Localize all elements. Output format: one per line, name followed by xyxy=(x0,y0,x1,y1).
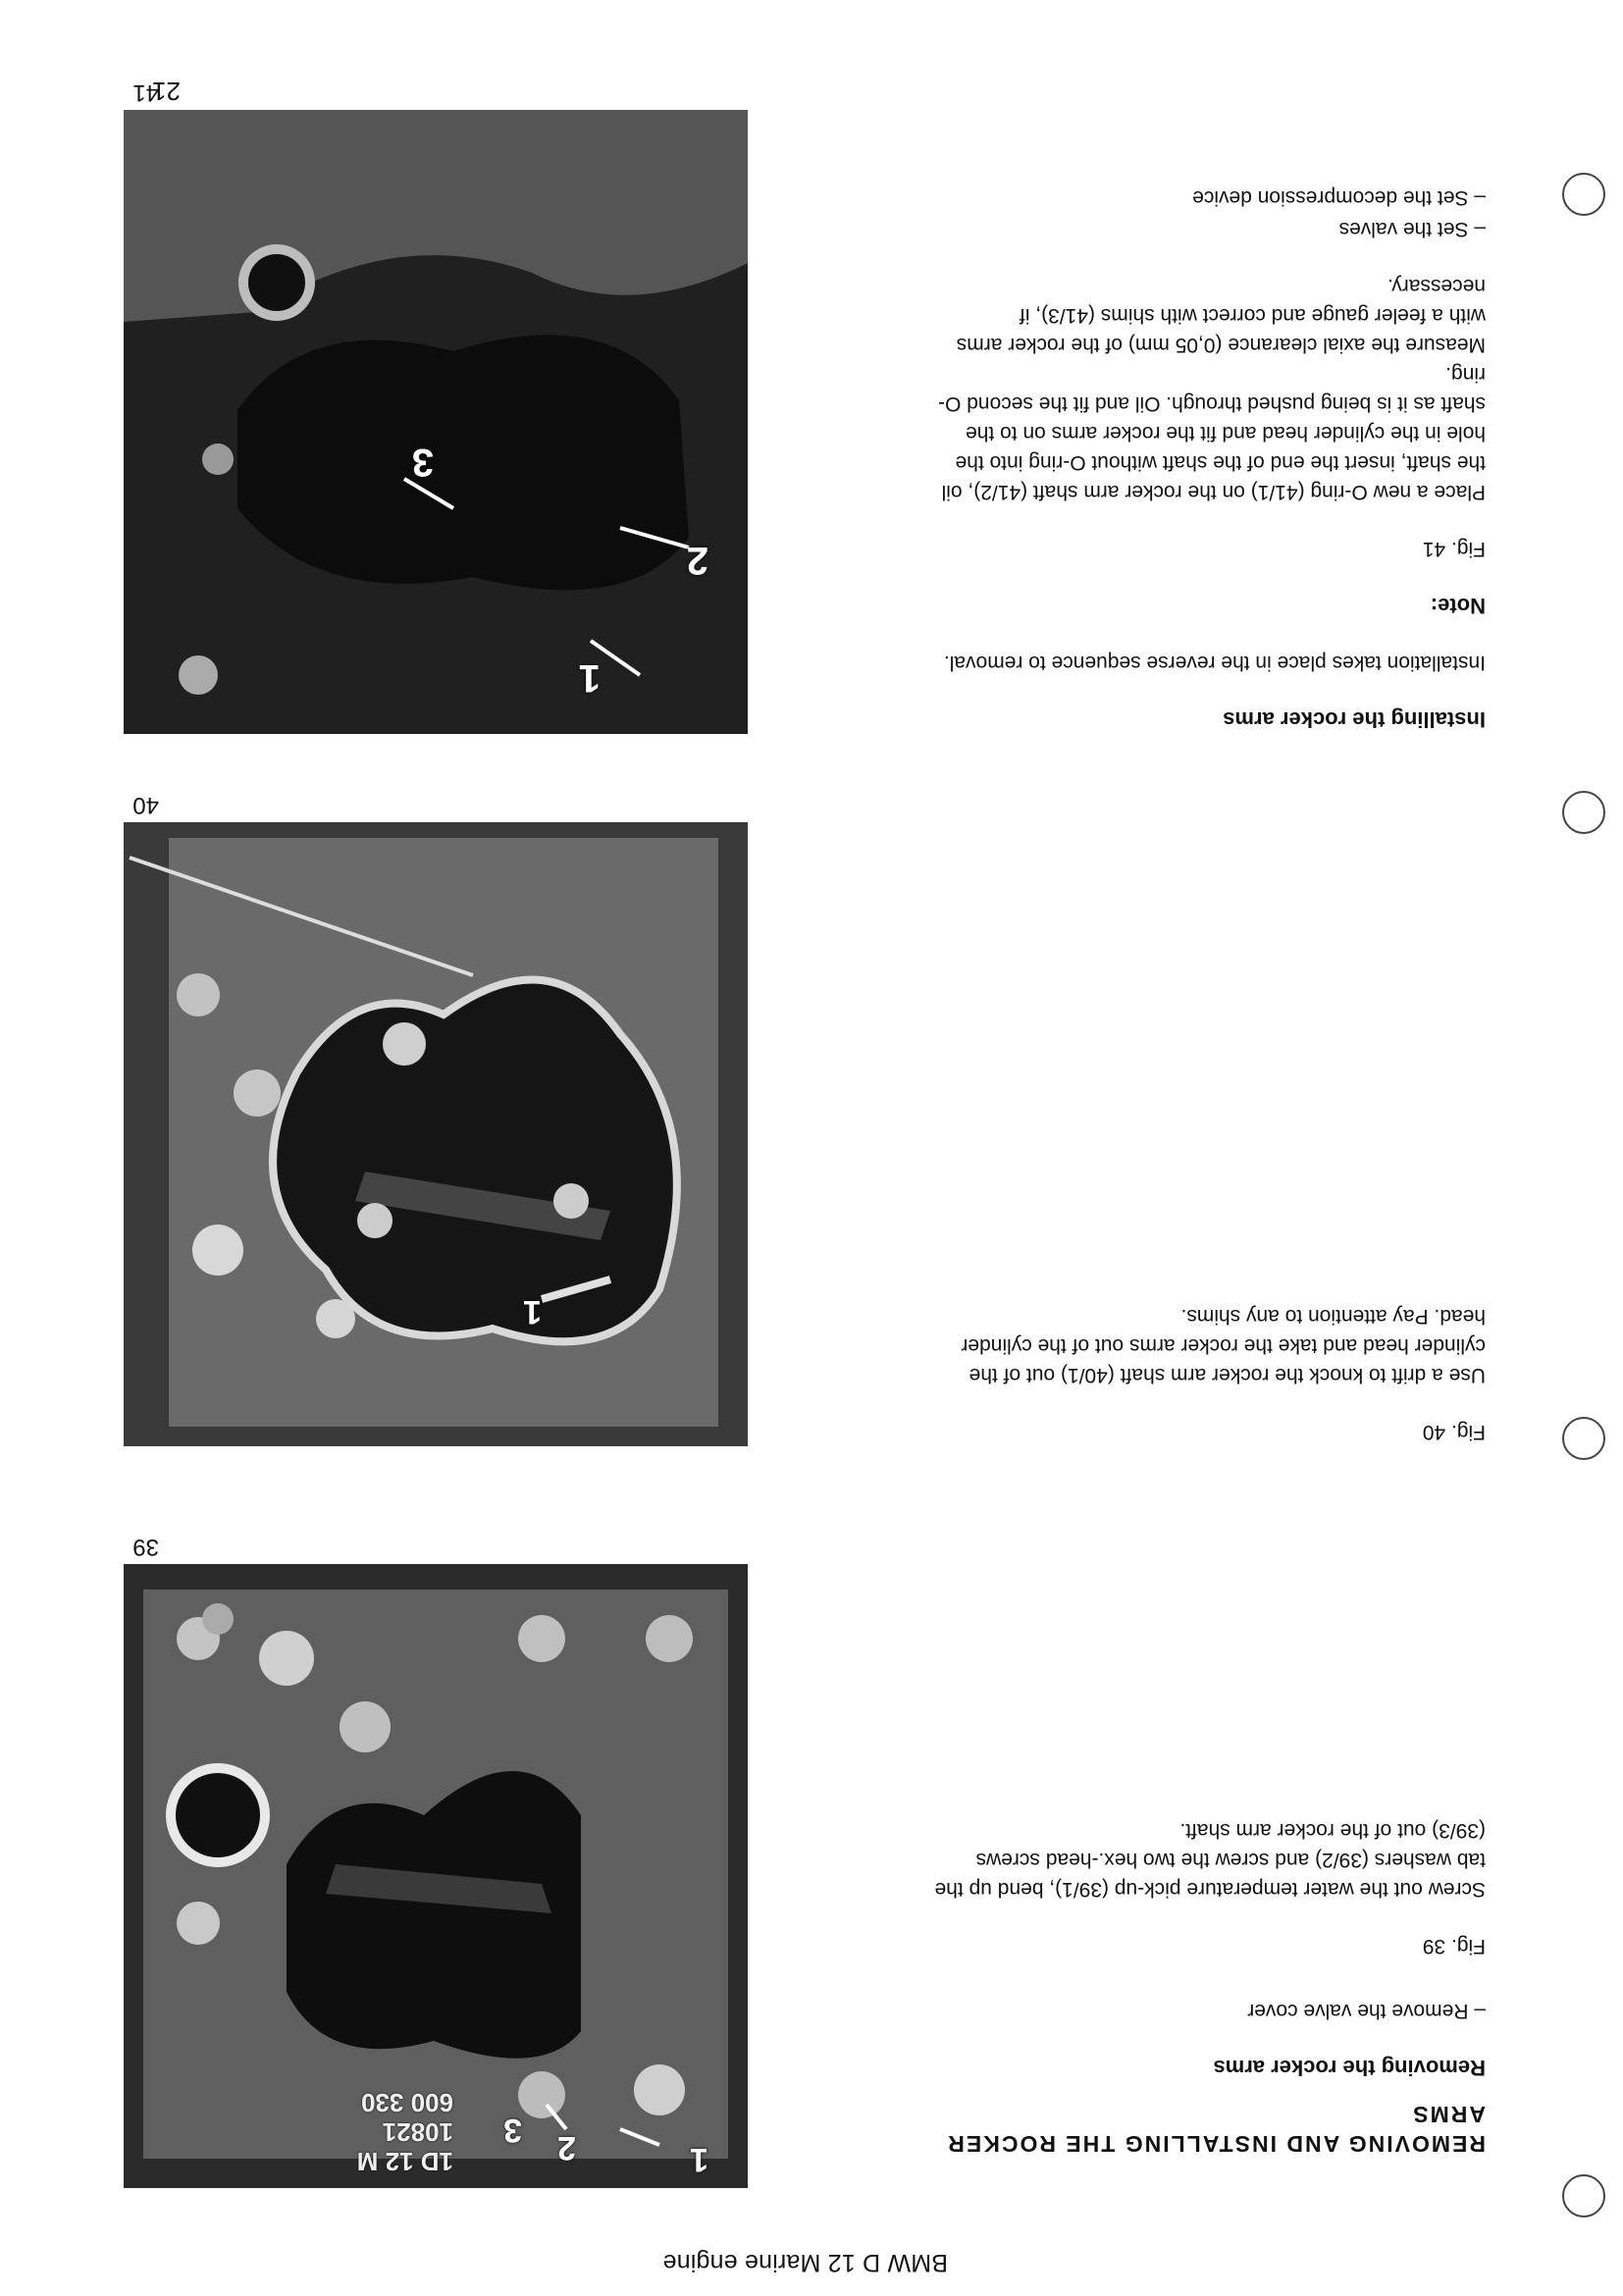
removing-heading: Removing the rocker arms xyxy=(1213,2056,1486,2080)
installing-step-decompression: – Set the decompression device xyxy=(1192,186,1486,209)
fig39-engraving-line-3: 600 330 xyxy=(361,2088,453,2117)
removing-section xyxy=(921,1788,1486,2159)
figure-40-drawing xyxy=(124,822,748,1446)
page-number: 21 xyxy=(152,77,181,106)
fig39-callout-2: 2 xyxy=(557,2129,576,2166)
note-label: Note: xyxy=(1430,594,1486,618)
fig41-callout-3: 3 xyxy=(411,441,434,484)
figure-41-drawing xyxy=(124,110,748,734)
installing-heading: Installing the rocker arms xyxy=(1223,707,1486,732)
figure-39-number: 39 xyxy=(132,1534,159,1560)
fig39-callout-3: 3 xyxy=(503,2112,522,2149)
fig41-paragraph-2: Measure the axial clearance (0,05 mm) of the rocker arms with a feeler gauge and correct with shims (41/3), if necessary. xyxy=(956,275,1486,356)
punch-hole xyxy=(1562,2174,1605,2218)
fig40-callout-1: 1 xyxy=(523,1293,542,1331)
fig39-callout-1: 1 xyxy=(690,2141,708,2178)
installing-intro: Installation takes place in the reverse sequence to removal. xyxy=(943,652,1486,674)
figure-41-photo xyxy=(124,110,748,734)
fig40-reference: Fig. 40 xyxy=(1422,1421,1486,1443)
figure-41-number: 41 xyxy=(132,79,159,106)
fig39-reference: Fig. 39 xyxy=(1422,1935,1486,1957)
fig41-reference: Fig. 41 xyxy=(1422,538,1486,560)
fig41-paragraph: Place a new O-ring (41/1) on the rocker arm shaft (41/2), oil the shaft, insert the end of the shaft without O-ring into the hole in the cylinder head and fit the rocker arms on to the shaft as it is being pushed through. Oil and fit the second O-ring. xyxy=(938,363,1486,503)
punch-hole xyxy=(1562,791,1605,834)
figure-40-photo xyxy=(124,822,748,1446)
installing-step-valves: – Set the valves xyxy=(1338,218,1486,240)
fig40-section xyxy=(921,1274,1486,1446)
fig39-engraving-line-1: 1D 12 M xyxy=(356,2147,453,2176)
punch-hole xyxy=(1562,1417,1605,1460)
fig39-paragraph: Screw out the water temperature pick-up (39/1), bend up the tab washers (39/2) and screw the two hex.-head screws (39/3) out of the rocker arm shaft. xyxy=(934,1819,1486,1901)
fig39-engraving-line-2: 10821 xyxy=(382,2117,453,2147)
fig41-callout-1: 1 xyxy=(578,656,601,700)
punch-hole xyxy=(1562,173,1605,216)
fig40-paragraph: Use a drift to knock the rocker arm shaft (40/1) out of the cylinder head and take the rocker arms out of the cylinder head. Pay attention to any shims. xyxy=(961,1305,1486,1386)
fig41-callout-2: 2 xyxy=(686,539,708,582)
removing-step: – Remove the valve cover xyxy=(1247,2000,1486,2022)
figure-40-number: 40 xyxy=(132,792,159,818)
installing-section xyxy=(921,181,1486,734)
section-title: REMOVING AND INSTALLING THE ROCKER ARMS xyxy=(946,2102,1486,2157)
fig39-engraving xyxy=(357,2088,453,2176)
figure-39-photo xyxy=(124,1564,748,2188)
page-header: BMW D 12 Marine engine xyxy=(662,2249,948,2276)
